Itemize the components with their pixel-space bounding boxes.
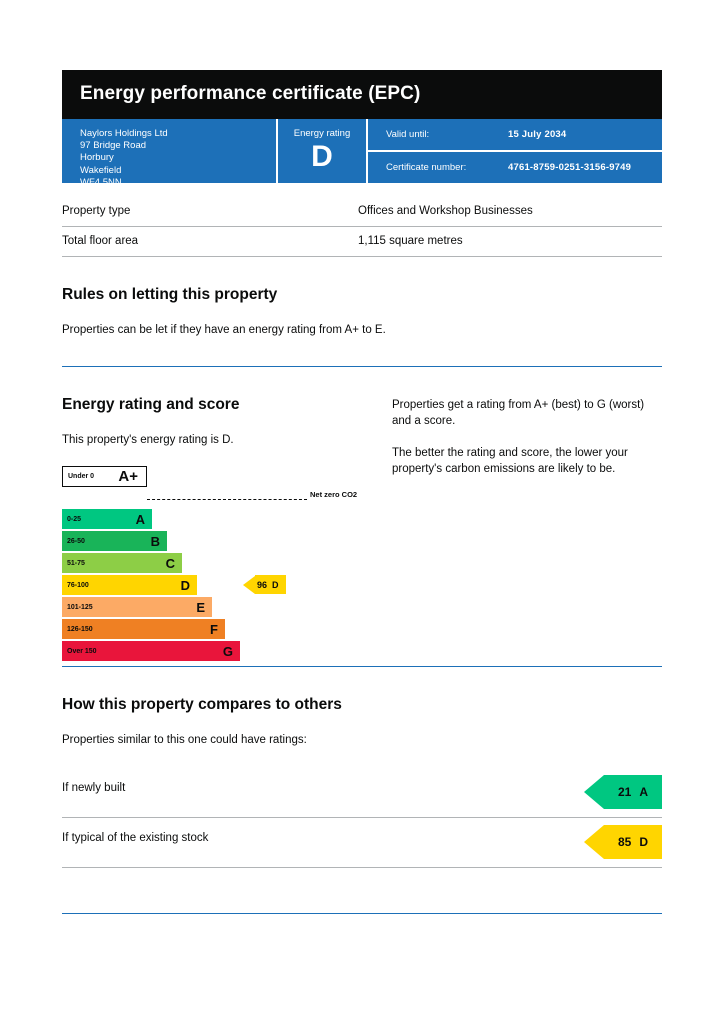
rating-band-d	[62, 575, 197, 595]
rating-band-a-plus	[62, 466, 147, 487]
rating-band-b	[62, 531, 167, 551]
band-range: 0-25	[67, 515, 82, 523]
energy-rating-letter: D	[311, 140, 333, 173]
compare-label: If newly built	[62, 782, 126, 794]
band-range: 51-75	[67, 559, 85, 567]
band-letter: C	[165, 555, 175, 571]
marker-arrow-icon	[243, 576, 255, 594]
rating-intro: This property's energy rating is D.	[62, 434, 234, 446]
valid-until-row	[368, 119, 662, 152]
net-zero-line	[147, 499, 307, 500]
band-range: 101-125	[67, 603, 93, 611]
compare-marker	[584, 775, 662, 809]
rating-band-e	[62, 597, 212, 617]
valid-until-label: Valid until:	[386, 129, 430, 140]
rating-heading: Energy rating and score	[62, 396, 240, 413]
epc-document	[62, 0, 662, 914]
compare-score: 21	[617, 785, 632, 799]
band-letter: D	[180, 577, 190, 593]
address-line-3: Horbury	[80, 152, 114, 164]
detail-value: Offices and Workshop Businesses	[358, 197, 662, 227]
band-letter: A+	[118, 468, 138, 485]
divider	[62, 666, 662, 667]
certificate-summary-band	[62, 119, 662, 188]
rating-explanation-2: The better the rating and score, the lower your property's carbon emissions are likely to be.	[392, 447, 628, 475]
band-letter: F	[210, 621, 218, 637]
address-line-4: Wakefield	[80, 164, 122, 176]
rating-band-a	[62, 509, 152, 529]
current-score-marker	[243, 575, 286, 594]
band-range: 76-100	[67, 581, 89, 589]
energy-rating-left	[62, 367, 392, 659]
compare-row-existing-stock	[62, 818, 662, 868]
energy-rating-badge	[278, 119, 368, 183]
compare-letter: A	[639, 785, 649, 799]
rating-explanation-1: Properties get a rating from A+ (best) to G (worst) and a score.	[392, 399, 645, 427]
property-details-table	[62, 197, 662, 257]
band-range: 26-50	[67, 537, 85, 545]
marker-body	[604, 775, 662, 809]
band-letter: E	[196, 599, 205, 615]
compare-marker	[584, 825, 662, 859]
detail-value: 1,115 square metres	[358, 227, 662, 257]
current-score-letter: D	[272, 579, 279, 590]
table-row	[62, 197, 662, 227]
compare-label: If typical of the existing stock	[62, 832, 209, 844]
compare-row-newly-built	[62, 768, 662, 818]
energy-rating-section	[62, 367, 662, 659]
detail-key: Total floor area	[62, 227, 358, 257]
valid-until-value: 15 July 2034	[508, 129, 567, 140]
letting-body: Properties can be let if they have an energy rating from A+ to E.	[62, 324, 386, 336]
rating-band-f	[62, 619, 225, 639]
compare-intro: Properties similar to this one could have ratings:	[62, 734, 307, 746]
band-letter: B	[150, 533, 160, 549]
marker-body	[255, 575, 286, 594]
band-range: 126-150	[67, 625, 93, 633]
marker-arrow-icon	[584, 775, 604, 809]
marker-body	[604, 825, 662, 859]
band-range: Under 0	[68, 473, 95, 480]
address-line-2: 97 Bridge Road	[80, 140, 147, 152]
energy-rating-right	[392, 367, 662, 654]
rating-band-c	[62, 553, 182, 573]
page-title: Energy performance certificate (EPC)	[62, 70, 662, 119]
rating-band-g	[62, 641, 240, 661]
band-range: Over 150	[67, 647, 97, 655]
compare-letter: D	[639, 835, 649, 849]
address-line-5: WF4 5NN	[80, 176, 122, 188]
band-letter: A	[135, 511, 145, 527]
energy-rating-label: Energy rating	[293, 128, 351, 139]
current-score-value: 96	[257, 579, 268, 590]
table-row	[62, 227, 662, 257]
certificate-number-value: 4761-8759-0251-3156-9749	[508, 162, 632, 173]
compare-heading: How this property compares to others	[62, 696, 342, 713]
net-zero-label: Net zero CO2	[310, 490, 358, 499]
address-line-1: Naylors Holdings Ltd	[80, 128, 168, 139]
band-letter: G	[222, 643, 233, 659]
energy-rating-graph	[62, 466, 392, 659]
detail-key: Property type	[62, 197, 358, 227]
certificate-meta	[368, 119, 662, 183]
compare-score: 85	[617, 835, 632, 849]
property-address	[62, 119, 278, 188]
letting-heading: Rules on letting this property	[62, 286, 278, 303]
marker-arrow-icon	[584, 825, 604, 859]
certificate-number-label: Certificate number:	[386, 162, 467, 173]
divider	[62, 913, 662, 914]
certificate-number-row	[368, 152, 662, 183]
compare-rows	[62, 768, 662, 868]
